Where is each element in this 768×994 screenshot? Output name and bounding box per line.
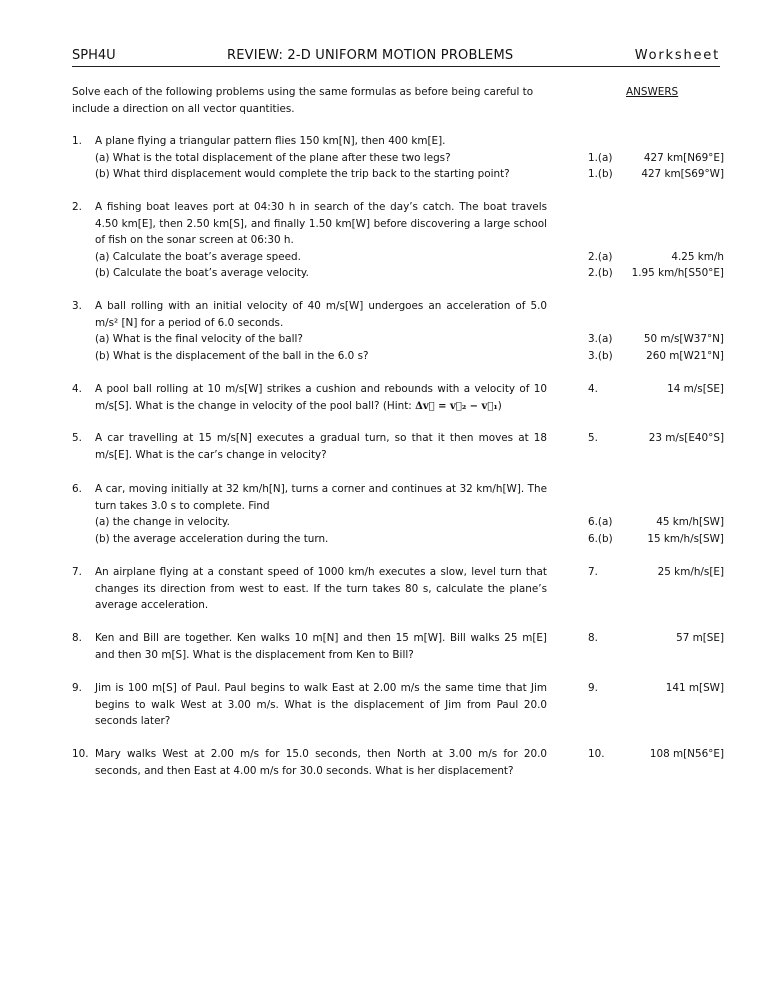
answer-value: 14 m/s[SE]	[667, 383, 724, 395]
problem-part-a: (a) Calculate the boat’s average speed.	[95, 250, 301, 263]
answer-label: 7.	[588, 566, 598, 578]
problem-part-b: (b) Calculate the boat’s average velocity.	[95, 267, 309, 279]
problem-text: A fishing boat leaves port at 04:30 h in search of the day’s catch. The boat travels 4.50 km[E], then 2.50 km[S], and finally 1.50 km[W] before discovering a large school of fish on the sonar screen at 06:30 h.	[95, 201, 547, 246]
problem-number: 9.	[72, 682, 82, 694]
hint-formula: Δv⃗ = v⃗₂ − v⃗₁	[415, 400, 498, 412]
answer-label: 8.	[588, 632, 598, 644]
problem-body	[95, 133, 547, 183]
problem-text: A car, moving initially at 32 km/h[N], turns a corner and continues at 32 km/h[W]. The turn takes 3.0 s to complete. Find	[95, 483, 547, 512]
problem-body	[95, 564, 547, 614]
answer-row	[588, 564, 724, 581]
answer-row	[588, 249, 724, 266]
answer-value: 57 m[SE]	[676, 632, 724, 644]
answer-8	[588, 630, 724, 647]
answer-1	[588, 150, 724, 183]
worksheet-header	[72, 46, 720, 67]
course-code: SPH4U	[72, 48, 116, 63]
problem-text: A pool ball rolling at 10 m/s[W] strikes a cushion and rebounds with a velocity of 10 m/s[S]. What is the change in velocity of the pool ball? (Hint:	[95, 383, 547, 412]
answer-row	[588, 680, 724, 697]
problem-part-b: (b) What is the displacement of the ball in the 6.0 s?	[95, 349, 369, 362]
problem-body	[95, 381, 547, 415]
answer-label: 1.(b)	[588, 168, 613, 180]
problem-number: 5.	[72, 432, 82, 444]
hint-close: )	[497, 399, 502, 412]
answer-value: 15 km/h/s[SW]	[647, 532, 724, 545]
answer-row	[588, 331, 724, 348]
problem-number: 2.	[72, 201, 82, 213]
answer-7	[588, 564, 724, 581]
problem-body	[95, 298, 547, 364]
answer-row	[588, 150, 724, 167]
problem-part-a: (a) What is the total displacement of the plane after these two legs?	[95, 151, 451, 164]
answer-label: 2.(b)	[588, 267, 613, 279]
answer-10	[588, 746, 724, 763]
problem-body	[95, 680, 547, 730]
problem-body	[95, 481, 547, 547]
problem-number: 10.	[72, 748, 89, 760]
answer-value: 108 m[N56°E]	[649, 748, 724, 760]
answer-row	[588, 746, 724, 763]
answer-label: 6.(b)	[588, 532, 613, 545]
problem-number: 3.	[72, 300, 82, 312]
problem-part-a: (a) What is the final velocity of the ball?	[95, 333, 303, 345]
problem-body	[95, 746, 547, 779]
answer-2	[588, 249, 724, 282]
answer-5	[588, 430, 724, 447]
answer-value: 260 m[W21°N]	[646, 349, 724, 362]
problem-number: 6.	[72, 483, 82, 495]
problem-body	[95, 199, 547, 282]
answer-label: 3.(b)	[588, 349, 613, 362]
page-title: REVIEW: 2-D UNIFORM MOTION PROBLEMS	[227, 48, 514, 63]
answer-9	[588, 680, 724, 697]
answer-value: 427 km[N69°E]	[643, 151, 724, 164]
answer-value: 50 m/s[W37°N]	[643, 333, 724, 345]
answer-row	[588, 265, 724, 282]
problem-text: Jim is 100 m[S] of Paul. Paul begins to walk East at 2.00 m/s the same time that Jim begins to walk West at 3.00 m/s. What is the displacement of Jim from Paul 20.0 seconds later?	[95, 682, 547, 727]
document-type-label: Worksheet	[634, 48, 720, 63]
answer-value: 1.95 km/h[S50°E]	[631, 267, 724, 279]
answer-value: 25 km/h/s[E]	[657, 566, 724, 578]
answer-value: 45 km/h[SW]	[656, 516, 724, 528]
answer-label: 3.(a)	[588, 333, 613, 345]
answer-label: 9.	[588, 682, 598, 694]
problem-text: A ball rolling with an initial velocity of 40 m/s[W] undergoes an acceleration of 5.0 m/s² [N] for a period of 6.0 seconds.	[95, 300, 547, 329]
answer-label: 5.	[588, 432, 598, 444]
answer-row	[588, 381, 724, 398]
answer-label: 4.	[588, 383, 598, 395]
problem-number: 8.	[72, 632, 82, 644]
problem-part-b: (b) the average acceleration during the turn.	[95, 532, 329, 545]
problem-part-a: (a) the change in velocity.	[95, 516, 230, 528]
answer-row	[588, 166, 724, 183]
answer-row	[588, 630, 724, 647]
problem-number: 7.	[72, 566, 82, 578]
problem-text: An airplane flying at a constant speed of 1000 km/h executes a slow, level turn that changes its direction from west to east. If the turn takes 80 s, calculate the plane’s average acceleration.	[95, 566, 547, 611]
problem-part-b: (b) What third displacement would complete the trip back to the starting point?	[95, 168, 510, 180]
answer-value: 427 km[S69°W]	[641, 168, 724, 180]
answer-label: 10.	[588, 748, 605, 760]
problem-text: A car travelling at 15 m/s[N] executes a gradual turn, so that it then moves at 18 m/s[E]. What is the car’s change in velocity?	[95, 432, 547, 461]
problem-number: 1.	[72, 135, 82, 147]
problem-text: A plane flying a triangular pattern flies 150 km[N], then 400 km[E].	[95, 135, 446, 147]
answer-4	[588, 381, 724, 398]
answer-3	[588, 331, 724, 364]
answer-6	[588, 514, 724, 547]
answer-row	[588, 531, 724, 548]
problem-number: 4.	[72, 383, 82, 395]
answer-label: 6.(a)	[588, 516, 613, 528]
problem-text: Ken and Bill are together. Ken walks 10 m[N] and then 15 m[W]. Bill walks 25 m[E] and then 30 m[S]. What is the displacement from Ken to Bill?	[95, 632, 547, 661]
answer-value: 141 m[SW]	[665, 682, 724, 694]
problem-body	[95, 430, 547, 463]
answer-label: 2.(a)	[588, 250, 613, 263]
instructions-text: Solve each of the following problems using the same formulas as before being careful to include a direction on all vector quantities.	[72, 86, 534, 115]
answer-label: 1.(a)	[588, 151, 613, 164]
answer-row	[588, 514, 724, 531]
answer-row	[588, 430, 724, 447]
answer-value: 23 m/s[E40°S]	[648, 432, 724, 444]
answers-heading: ANSWERS	[626, 86, 679, 98]
answer-row	[588, 348, 724, 365]
problem-body	[95, 630, 547, 663]
answer-value: 4.25 km/h	[671, 250, 724, 263]
problem-text: Mary walks West at 2.00 m/s for 15.0 seconds, then North at 3.00 m/s for 20.0 seconds, and then East at 4.00 m/s for 30.0 seconds. What is her displacement?	[95, 748, 547, 777]
